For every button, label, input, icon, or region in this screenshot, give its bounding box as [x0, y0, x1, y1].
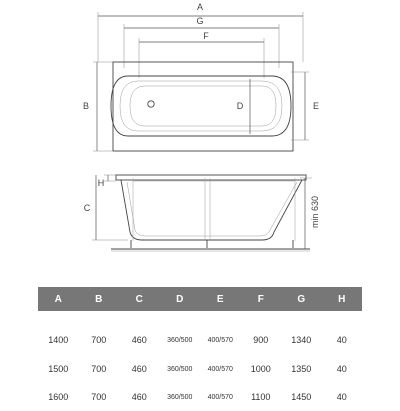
label-g: G — [196, 16, 204, 26]
dimension-b — [83, 62, 113, 151]
label-f: F — [203, 31, 209, 41]
table-cell: 1000 — [250, 364, 271, 374]
table-cell: 1100 — [251, 392, 271, 402]
header-a: A — [38, 287, 79, 311]
header-f: F — [241, 287, 282, 311]
table-cell: 900 — [253, 335, 269, 345]
table-cell: 360/500 — [167, 393, 193, 401]
dimension-e — [291, 72, 319, 140]
header-e: E — [200, 287, 241, 311]
table-cell: 700 — [91, 335, 107, 345]
table-cell: 400/570 — [207, 336, 233, 344]
header-c: C — [119, 287, 160, 311]
table-cell: 400/570 — [207, 365, 233, 373]
label-e: E — [312, 101, 320, 111]
dimension-h — [98, 175, 116, 188]
dimension-min-630 — [300, 178, 320, 249]
label-d: D — [236, 101, 244, 111]
table-cell: 1500 — [48, 364, 69, 374]
drain-icon — [148, 101, 154, 107]
table-cell: 40 — [336, 335, 347, 345]
table-row — [38, 311, 362, 355]
dimension-table — [38, 287, 362, 411]
table-cell: 1400 — [48, 335, 69, 345]
label-min-630: min 630 — [310, 195, 320, 229]
label-c: C — [83, 203, 91, 213]
label-a: A — [196, 2, 204, 12]
table-cell: 1350 — [291, 364, 312, 374]
table-header-row — [38, 287, 362, 311]
tub-top-view — [111, 62, 293, 151]
table-cell: 360/500 — [167, 336, 193, 344]
header-g: G — [281, 287, 322, 311]
table-row — [38, 355, 362, 383]
table-cell: 400/570 — [207, 393, 233, 401]
header-h: H — [322, 287, 363, 311]
table-cell: 360/500 — [167, 365, 193, 373]
header-d: D — [160, 287, 201, 311]
table-cell: 1600 — [48, 392, 69, 402]
table-cell: 40 — [336, 364, 347, 374]
table-cell: 460 — [131, 364, 147, 374]
table-cell: 1340 — [291, 335, 312, 345]
table-row — [38, 383, 362, 411]
header-b: B — [79, 287, 120, 311]
table-cell: 460 — [131, 335, 147, 345]
label-h: H — [97, 178, 105, 188]
table-cell: 700 — [91, 364, 107, 374]
table-cell: 700 — [91, 392, 107, 402]
dimension-f — [139, 31, 264, 78]
table-cell: 1450 — [291, 392, 312, 402]
table-cell: 40 — [336, 392, 347, 402]
dimension-c — [84, 175, 128, 240]
table-cell: 460 — [131, 392, 147, 402]
tub-side-view — [111, 175, 310, 251]
label-b: B — [82, 101, 90, 111]
dimension-a — [98, 2, 303, 62]
